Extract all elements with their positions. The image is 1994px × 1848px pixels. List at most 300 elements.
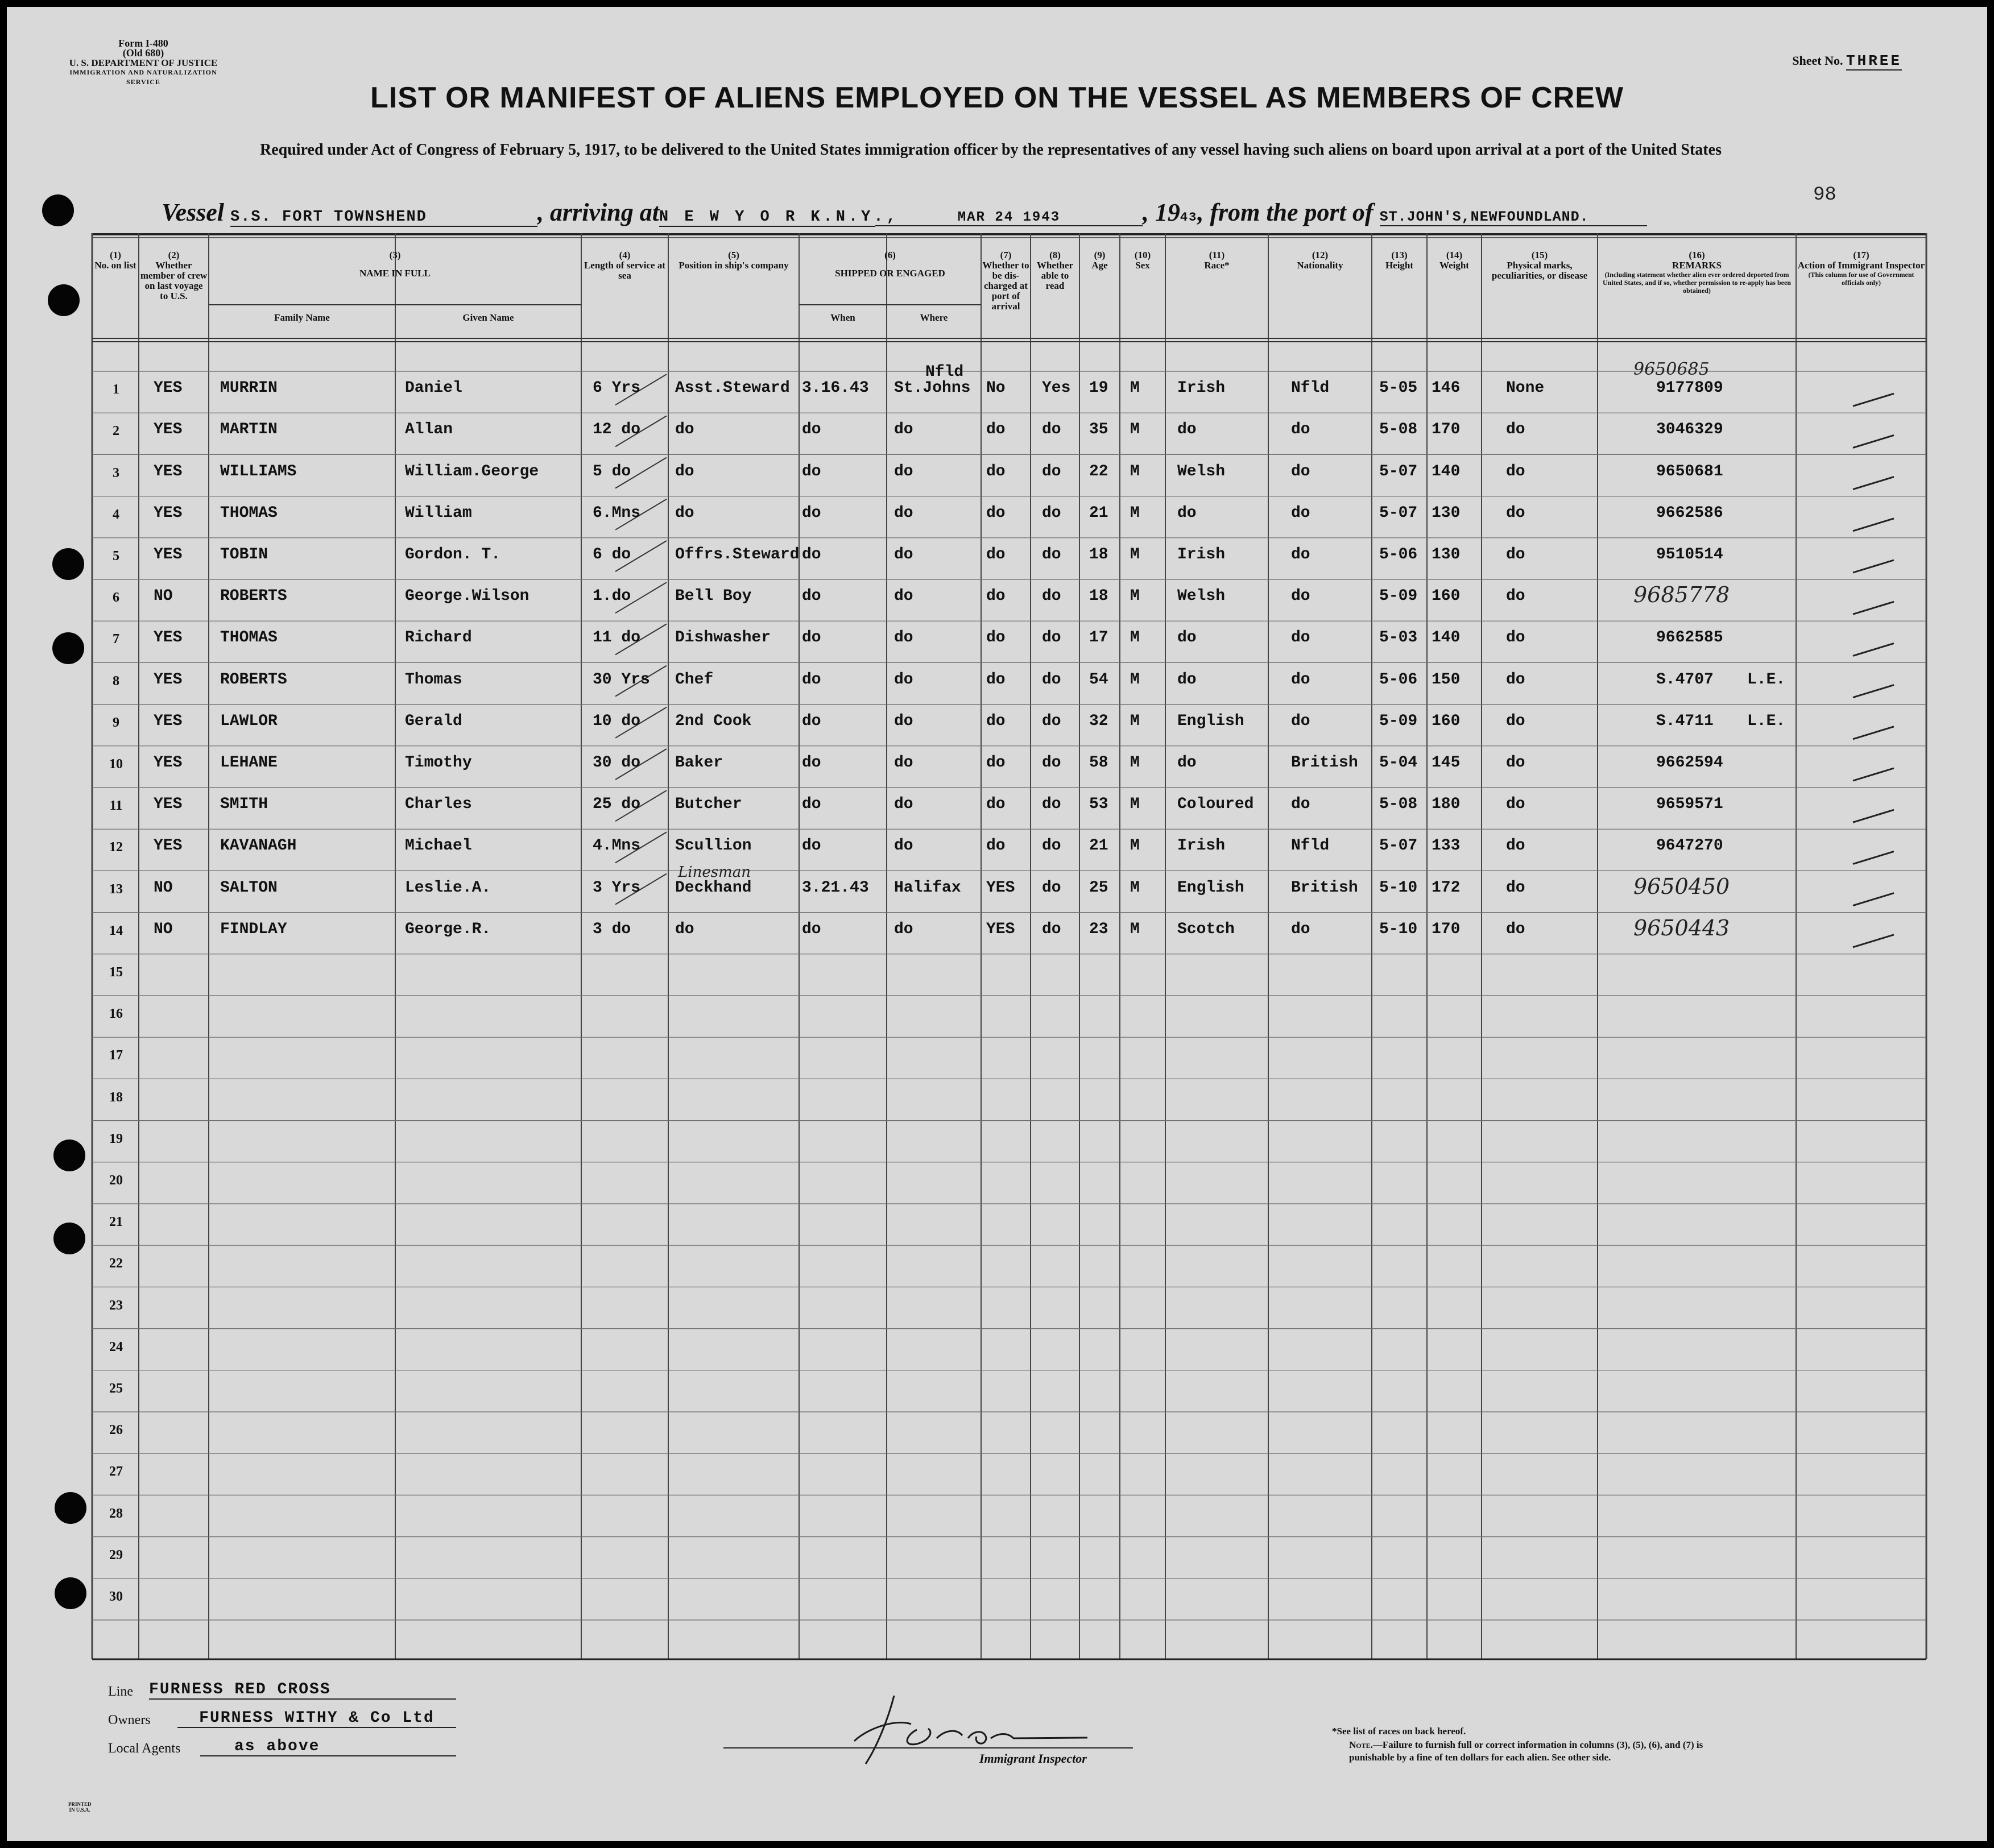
row-number: 29	[109, 1547, 123, 1563]
age: 21	[1089, 504, 1108, 522]
given-name: Gordon. T.	[405, 546, 501, 563]
age: 54	[1089, 670, 1108, 689]
remarks-extra: L.E.	[1747, 712, 1786, 730]
inspector-check-mark	[1853, 643, 1894, 656]
crew-last-voyage: YES	[154, 462, 183, 480]
row-number: 4	[113, 507, 119, 522]
race-note: *See list of races on back hereof.	[1332, 1726, 1466, 1737]
nfld-note: Nfld	[925, 363, 964, 381]
race: English	[1177, 712, 1244, 730]
given-name: George.Wilson	[405, 587, 529, 606]
shipped-when: do	[802, 670, 821, 689]
position: Butcher	[675, 795, 742, 814]
nationality: do	[1291, 712, 1310, 730]
weight: 172	[1432, 879, 1461, 897]
given-name: William	[405, 504, 472, 522]
position: do	[675, 920, 694, 938]
able-to-read: do	[1042, 879, 1061, 897]
row-number: 11	[109, 798, 123, 814]
weight: 160	[1432, 587, 1461, 606]
shipped-where: do	[894, 712, 913, 730]
discharged: YES	[986, 920, 1015, 938]
height: 5-10	[1379, 879, 1418, 897]
race: do	[1177, 504, 1197, 522]
row-number: 3	[113, 465, 119, 480]
nationality: British	[1291, 879, 1358, 897]
age: 23	[1089, 920, 1108, 938]
remarks: S.4707	[1656, 670, 1714, 689]
race: do	[1177, 421, 1197, 439]
able-to-read: do	[1042, 712, 1061, 730]
age: 17	[1089, 629, 1108, 647]
column-number: (4)	[619, 250, 631, 260]
sex: M	[1130, 795, 1140, 814]
physical-marks: do	[1506, 546, 1525, 563]
family-name: MARTIN	[220, 421, 278, 439]
length-of-service: 11 do	[593, 629, 641, 647]
shipped-where: Halifax	[894, 879, 961, 897]
sex: M	[1130, 421, 1140, 439]
able-to-read: do	[1042, 795, 1061, 814]
nationality: do	[1291, 795, 1310, 814]
given-name: Leslie.A.	[405, 879, 491, 897]
row-number: 28	[109, 1506, 123, 1521]
shipped-when: do	[802, 546, 821, 563]
able-to-read: do	[1042, 421, 1061, 439]
position-handwritten: Linesman	[678, 863, 751, 881]
weight: 146	[1432, 379, 1461, 397]
physical-marks: do	[1506, 670, 1525, 689]
shipped-where: St.Johns	[894, 379, 971, 397]
family-name: ROBERTS	[220, 670, 287, 689]
weight: 140	[1432, 629, 1461, 647]
physical-marks: do	[1506, 920, 1525, 938]
note-label: Note.	[1349, 1739, 1373, 1750]
age: 18	[1089, 587, 1108, 606]
remarks: 9510514	[1656, 546, 1723, 563]
age: 35	[1089, 421, 1108, 439]
nationality: do	[1291, 546, 1310, 563]
column-subtitle: (Including statement whether alien ever ordered deported from United States, and if so, whether permission to re-apply has been obtained)	[1603, 271, 1791, 295]
given-name: Richard	[405, 629, 472, 647]
physical-marks: do	[1506, 421, 1525, 439]
age: 21	[1089, 837, 1108, 855]
column-number: (12)	[1312, 250, 1329, 260]
discharged: do	[986, 712, 1006, 730]
column-title: Nationality	[1297, 260, 1343, 271]
shipped-where: do	[894, 837, 913, 855]
inspector-check-mark	[1853, 560, 1894, 573]
owners-value: FURNESS WITHY & Co Ltd	[177, 1709, 456, 1728]
position: Deckhand	[675, 879, 752, 897]
row-number: 8	[113, 673, 119, 689]
shipped-when: do	[802, 795, 821, 814]
vessel-label: Vessel	[162, 198, 224, 226]
agents-label: Local Agents	[108, 1741, 181, 1756]
nationality: do	[1291, 670, 1310, 689]
weight: 150	[1432, 670, 1461, 689]
line-label: Line	[108, 1684, 133, 1699]
crew-last-voyage: YES	[154, 837, 183, 855]
remarks: 9177809	[1656, 379, 1723, 397]
column-number: (7)	[1000, 250, 1012, 260]
family-name: SMITH	[220, 795, 268, 814]
length-of-service: 3 Yrs	[593, 879, 641, 897]
column-header-1	[93, 250, 138, 271]
sex: M	[1130, 504, 1140, 522]
sex: M	[1130, 920, 1140, 938]
weight: 180	[1432, 795, 1461, 814]
height: 5-07	[1379, 462, 1418, 480]
family-name: LEHANE	[220, 754, 278, 772]
race: Irish	[1177, 837, 1226, 855]
column-subtitle: (This column for use of Government officials only)	[1808, 271, 1914, 287]
shipped-when: 3.16.43	[802, 379, 869, 397]
shipped-where: do	[894, 462, 913, 480]
column-number: (16)	[1689, 250, 1705, 260]
row-number: 20	[109, 1173, 123, 1188]
discharged: do	[986, 587, 1006, 606]
sex: M	[1130, 837, 1140, 855]
given-name: Thomas	[405, 670, 462, 689]
shipped-when: do	[802, 837, 821, 855]
column-title: NAME IN FULL	[359, 268, 431, 279]
inspector-check-mark	[1853, 602, 1894, 614]
shipped-where: do	[894, 920, 913, 938]
given-name: Gerald	[405, 712, 462, 730]
inspector-label: Immigrant Inspector	[979, 1751, 1087, 1766]
crew-last-voyage: YES	[154, 712, 183, 730]
crew-last-voyage: YES	[154, 546, 183, 563]
race: do	[1177, 754, 1197, 772]
age: 19	[1089, 379, 1108, 397]
physical-marks: do	[1506, 629, 1525, 647]
discharged: do	[986, 421, 1006, 439]
nationality: do	[1291, 920, 1310, 938]
physical-marks: do	[1506, 462, 1525, 480]
remarks-handwritten: 9650450	[1633, 873, 1730, 899]
given-name: Charles	[405, 795, 472, 814]
column-header-16	[1599, 250, 1795, 295]
shipped-where: do	[894, 629, 913, 647]
shipped-where: do	[894, 546, 913, 563]
shipped-where: do	[894, 587, 913, 606]
physical-marks: do	[1506, 504, 1525, 522]
sheet-number-label: Sheet No.	[1792, 53, 1843, 68]
race: Welsh	[1177, 462, 1226, 480]
column-header-7	[982, 250, 1029, 312]
length-of-service: 6 Yrs	[593, 379, 641, 397]
column-title: Physical marks, peculiarities, or disease	[1491, 260, 1588, 281]
column-number: (8)	[1049, 250, 1061, 260]
column-title: Position in ship's company	[679, 260, 789, 271]
column-number: (11)	[1209, 250, 1225, 260]
position: Scullion	[675, 837, 752, 855]
row-number: 9	[113, 715, 119, 730]
physical-marks: None	[1506, 379, 1545, 397]
able-to-read: do	[1042, 587, 1061, 606]
column-number: (5)	[728, 250, 739, 260]
shipped-when: do	[802, 587, 821, 606]
crew-last-voyage: NO	[154, 879, 173, 897]
length-of-service: 10 do	[593, 712, 641, 730]
sex: M	[1130, 462, 1140, 480]
height: 5-08	[1379, 421, 1418, 439]
length-of-service: 25 do	[593, 795, 641, 814]
weight: 133	[1432, 837, 1461, 855]
length-of-service: 5 do	[593, 462, 631, 480]
family-name: WILLIAMS	[220, 462, 297, 480]
shipped-when: 3.21.43	[802, 879, 869, 897]
family-name: LAWLOR	[220, 712, 278, 730]
height: 5-10	[1379, 920, 1418, 938]
position: 2nd Cook	[675, 712, 752, 730]
column-subheader: Given Name	[462, 312, 514, 323]
arriving-port: N E W Y O R K.N.Y.,	[659, 209, 899, 226]
column-title: Whether member of crew on last voyage to U.S.	[140, 260, 208, 301]
discharged: do	[986, 504, 1006, 522]
column-number: (13)	[1391, 250, 1408, 260]
column-header-11	[1166, 250, 1267, 271]
row-number: 23	[109, 1298, 123, 1313]
year-suffix: 43	[1180, 210, 1198, 225]
remarks-extra: L.E.	[1747, 670, 1786, 689]
vessel-line	[162, 198, 1925, 232]
weight: 170	[1432, 421, 1461, 439]
form-identifier	[58, 39, 229, 87]
position: Asst.Steward	[675, 379, 790, 397]
height: 5-03	[1379, 629, 1418, 647]
column-number: (6)	[884, 250, 896, 260]
given-name: Michael	[405, 837, 472, 855]
remarks: 3046329	[1656, 421, 1723, 439]
position: Dishwasher	[675, 629, 771, 647]
position: Offrs.Steward	[675, 546, 800, 563]
physical-marks: do	[1506, 837, 1525, 855]
given-name: Timothy	[405, 754, 472, 772]
column-header-13	[1373, 250, 1426, 271]
shipped-when: do	[802, 462, 821, 480]
remarks-handwritten: 9650685	[1633, 359, 1710, 380]
length-of-service: 1.do	[593, 587, 631, 606]
height: 5-06	[1379, 546, 1418, 563]
physical-marks: do	[1506, 712, 1525, 730]
row-number: 17	[109, 1048, 123, 1063]
age: 25	[1089, 879, 1108, 897]
sex: M	[1130, 379, 1140, 397]
physical-marks: do	[1506, 754, 1525, 772]
page-subtitle: Required under Act of Congress of February 5, 1917, to be delivered to the United States immigration officer by the representatives of any vessel having such aliens on board upon arrival at a port of the United States	[260, 141, 1722, 159]
nationality: do	[1291, 629, 1310, 647]
nationality: do	[1291, 587, 1310, 606]
able-to-read: do	[1042, 546, 1061, 563]
height: 5-09	[1379, 712, 1418, 730]
row-number: 18	[109, 1089, 123, 1105]
column-subheader: When	[830, 312, 855, 323]
weight: 170	[1432, 920, 1461, 938]
column-header-15	[1483, 250, 1596, 281]
position: do	[675, 462, 694, 480]
shipped-where: do	[894, 670, 913, 689]
crew-last-voyage: YES	[154, 629, 183, 647]
shipped-where: do	[894, 795, 913, 814]
column-header-10	[1121, 250, 1164, 271]
remarks: 9650681	[1656, 462, 1723, 480]
from-port: ST.JOHN'S,NEWFOUNDLAND.	[1380, 209, 1647, 226]
given-name: William.George	[405, 462, 539, 480]
column-title: Sex	[1135, 260, 1150, 271]
column-number: (9)	[1094, 250, 1106, 260]
height: 5-06	[1379, 670, 1418, 689]
column-number: (15)	[1531, 250, 1548, 260]
remarks: 9662594	[1656, 754, 1723, 772]
column-title: Race*	[1204, 260, 1230, 271]
arriving-label: , arriving at	[537, 198, 659, 226]
race: do	[1177, 670, 1197, 689]
inspector-check-mark	[1853, 477, 1894, 490]
race: Welsh	[1177, 587, 1226, 606]
remarks: S.4711	[1656, 712, 1714, 730]
inspector-check-mark	[1853, 851, 1894, 864]
agents-value: as above	[200, 1738, 456, 1756]
column-header-2	[140, 250, 208, 301]
family-name: SALTON	[220, 879, 278, 897]
footer	[7, 1673, 1987, 1838]
row-number: 12	[109, 840, 123, 855]
shipped-when: do	[802, 712, 821, 730]
remarks-handwritten: 9685778	[1633, 582, 1730, 608]
race: Coloured	[1177, 795, 1254, 814]
inspector-check-mark	[1853, 935, 1894, 947]
length-of-service: 30 Yrs	[593, 670, 650, 689]
given-name: George.R.	[405, 920, 491, 938]
column-subheader: Where	[920, 312, 948, 323]
position: do	[675, 504, 694, 522]
sex: M	[1130, 546, 1140, 563]
age: 18	[1089, 546, 1108, 563]
column-subheader: Family Name	[274, 312, 330, 323]
row-number: 30	[109, 1589, 123, 1604]
age: 22	[1089, 462, 1108, 480]
crew-last-voyage: YES	[154, 421, 183, 439]
inspector-check-mark	[1853, 519, 1894, 531]
row-number: 27	[109, 1464, 123, 1480]
column-header-14	[1428, 250, 1480, 271]
row-number: 22	[109, 1256, 123, 1271]
penalty-note	[1349, 1739, 1713, 1764]
shipped-when: do	[802, 421, 821, 439]
able-to-read: do	[1042, 837, 1061, 855]
length-of-service: 6.Mns	[593, 504, 641, 522]
inspector-check-mark	[1853, 435, 1894, 448]
family-name: KAVANAGH	[220, 837, 297, 855]
family-name: FINDLAY	[220, 920, 287, 938]
height: 5-09	[1379, 587, 1418, 606]
remarks: 9659571	[1656, 795, 1723, 814]
column-number: (2)	[168, 250, 180, 260]
family-name: ROBERTS	[220, 587, 287, 606]
height: 5-05	[1379, 379, 1418, 397]
row-number: 16	[109, 1006, 123, 1022]
length-of-service: 6 do	[593, 546, 631, 563]
weight: 160	[1432, 712, 1461, 730]
discharged: do	[986, 795, 1006, 814]
row-number: 2	[113, 424, 119, 439]
family-name: THOMAS	[220, 629, 278, 647]
able-to-read: do	[1042, 629, 1061, 647]
column-title: Height	[1385, 260, 1414, 271]
inspector-check-mark	[1853, 893, 1894, 906]
inspector-check-mark	[1853, 727, 1894, 739]
row-number: 26	[109, 1423, 123, 1438]
shipped-when: do	[802, 504, 821, 522]
column-title: Weight	[1439, 260, 1469, 271]
printed-mark: PRINTED IN U.S.A.	[68, 1801, 92, 1813]
able-to-read: do	[1042, 670, 1061, 689]
row-number: 24	[109, 1339, 123, 1354]
row-number: 13	[109, 881, 123, 897]
length-of-service: 4.Mns	[593, 837, 641, 855]
crew-last-voyage: YES	[154, 754, 183, 772]
nationality: Nfld	[1291, 379, 1330, 397]
arrival-date-stamp: MAR 24 1943	[875, 210, 1143, 226]
nationality: do	[1291, 504, 1310, 522]
line-value: FURNESS RED CROSS	[149, 1681, 456, 1700]
shipped-where: do	[894, 421, 913, 439]
race: Scotch	[1177, 920, 1235, 938]
physical-marks: do	[1506, 587, 1525, 606]
sex: M	[1130, 712, 1140, 730]
column-title: REMARKS	[1672, 260, 1722, 271]
position: Bell Boy	[675, 587, 752, 606]
sex: M	[1130, 629, 1140, 647]
column-header-17	[1797, 250, 1925, 287]
length-of-service: 30 do	[593, 754, 641, 772]
discharged: do	[986, 837, 1006, 855]
row-number: 5	[113, 549, 119, 563]
row-number: 6	[113, 590, 119, 606]
weight: 145	[1432, 754, 1461, 772]
remarks-handwritten: 9650443	[1633, 915, 1730, 940]
shipped-when: do	[802, 754, 821, 772]
column-number: (10)	[1134, 250, 1151, 260]
discharged: YES	[986, 879, 1015, 897]
column-header-4	[582, 250, 667, 281]
from-label: , from the port of	[1197, 198, 1374, 226]
row-number: 14	[109, 923, 123, 938]
length-of-service: 3 do	[593, 920, 631, 938]
crew-last-voyage: YES	[154, 504, 183, 522]
discharged: do	[986, 546, 1006, 563]
discharged: do	[986, 629, 1006, 647]
column-number: (17)	[1853, 250, 1869, 260]
manifest-sheet	[7, 7, 1987, 1841]
discharged: do	[986, 754, 1006, 772]
family-name: TOBIN	[220, 546, 268, 563]
row-number: 21	[109, 1215, 123, 1230]
nationality: do	[1291, 421, 1310, 439]
owners-label: Owners	[108, 1713, 151, 1727]
binder-hole	[42, 194, 74, 226]
nationality: Nfld	[1291, 837, 1330, 855]
column-title: SHIPPED OR ENGAGED	[835, 268, 945, 279]
sheet-number	[1792, 52, 1902, 71]
crew-last-voyage: YES	[154, 670, 183, 689]
sex: M	[1130, 879, 1140, 897]
height: 5-07	[1379, 504, 1418, 522]
form-number: Form I-480	[118, 38, 168, 49]
page-title: LIST OR MANIFEST OF ALIENS EMPLOYED ON THE VESSEL AS MEMBERS OF CREW	[370, 81, 1624, 114]
